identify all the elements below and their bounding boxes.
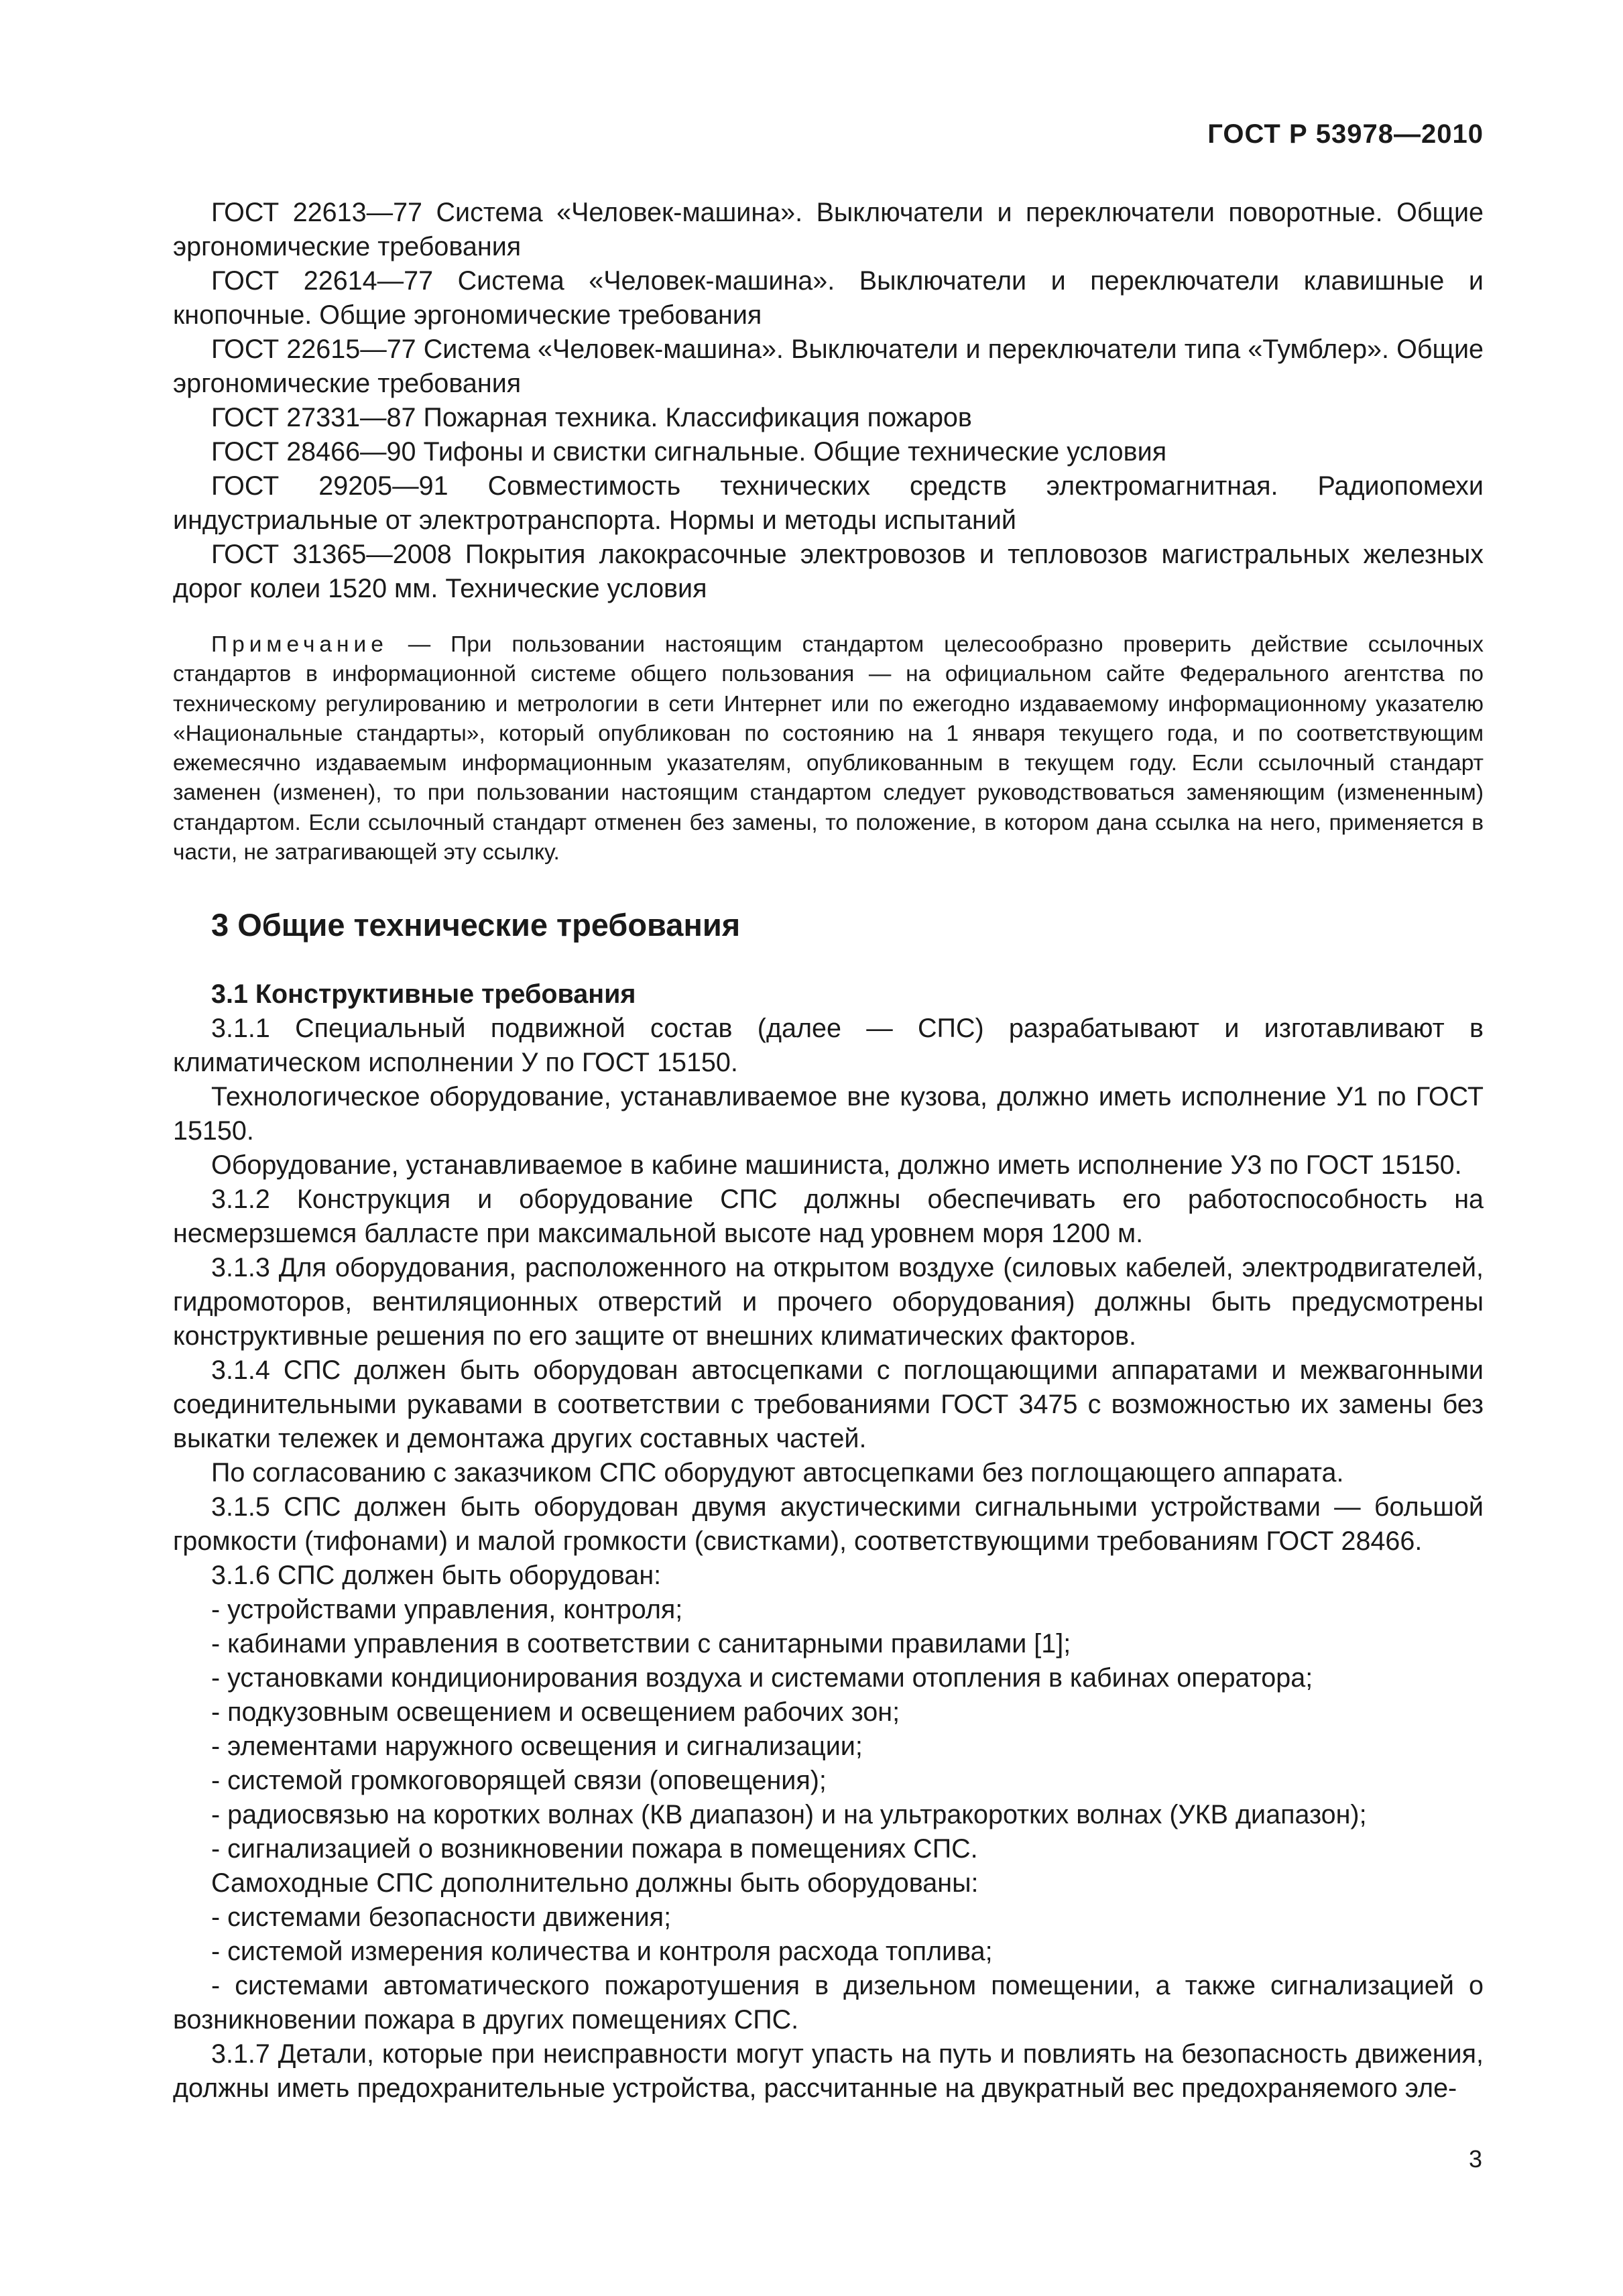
reference-item: ГОСТ 31365—2008 Покрытия лакокрасочные электровозов и тепловозов магистральных железных дорог колеи 1520 мм. Технические условия [173,540,1484,603]
reference-item: ГОСТ 22613—77 Система «Человек-машина». Выключатели и переключатели поворотные. Общие эргономические требования [173,198,1484,261]
clause-paragraph: По согласованию с заказчиком СПС оборудуют автосцепками без поглощающего аппарата. [211,1458,1344,1488]
reference-item: ГОСТ 22615—77 Система «Человек-машина». Выключатели и переключатели типа «Тумблер». Общие эргономические требования [173,335,1484,398]
subsection-title: 3.1 Конструктивные требования [211,979,636,1010]
section-title: 3 Общие технические требования [211,907,741,943]
self-propelled-list-item: - системами безопасности движения; [211,1902,672,1933]
document-header-code: ГОСТ Р 53978—2010 [1207,119,1484,149]
note-paragraph [173,630,1484,867]
clause-paragraph: Оборудование, устанавливаемое в кабине машиниста, должно иметь исполнение У3 по ГОСТ 15150. [211,1150,1462,1181]
clause-paragraph: 3.1.1 Специальный подвижной состав (далее — СПС) разрабатывают и изготавливают в климатическом исполнении У по ГОСТ 15150. [173,1014,1484,1078]
clause-paragraph: 3.1.4 СПС должен быть оборудован автосцепками с поглощающими аппаратами и межвагонными соединительными рукавами в соответствии с требованиями ГОСТ 3475 с возможностью их замены без выкатки тележек и демонтажа других составных частей. [173,1355,1484,1454]
reference-item: ГОСТ 28466—90 Тифоны и свистки сигнальные. Общие технические условия [211,437,1167,467]
equipment-list-item: - подкузовным освещением и освещением рабочих зон; [211,1697,900,1728]
reference-item: ГОСТ 22614—77 Система «Человек-машина». Выключатели и переключатели клавишные и кнопочные. Общие эргономические требования [173,266,1484,330]
equipment-list-item: - устройствами управления, контроля; [211,1595,683,1625]
clause-paragraph: 3.1.2 Конструкция и оборудование СПС должны обеспечивать его работоспособность на несмерзшемся балласте при максимальной высоте над уровнем моря 1200 м. [173,1185,1484,1249]
equipment-list-item: - установками кондиционирования воздуха и системами отопления в кабинах оператора; [211,1663,1313,1693]
self-propelled-intro: Самоходные СПС дополнительно должны быть оборудованы: [211,1868,979,1898]
note-text: — При пользовании настоящим стандартом целесообразно проверить действие ссылочных стандартов в информационной системе общего пользования — на официальном сайте Федерального агентства по техническому регулированию и метрологии в сети Интернет или по ежегодно издаваемому информационному указателю «Национальные стандарты», который опубликован по состоянию на 1 января текущего года, и по соответствующим ежемесячно издаваемым информационным указателям, опубликованным в текущем году. Если ссылочный стандарт заменен (изменен), то при пользовании настоящим стандартом следует руководствоваться заменяющим (измененным) стандартом. Если ссылочный стандарт отменен без замены, то положение, в котором дана ссылка на него, применяется в части, не затрагивающей эту ссылку. [173,632,1484,865]
equipment-list-item: - системой громкоговорящей связи (оповещения); [211,1766,827,1796]
document-body [173,196,1484,2106]
clause-paragraph: 3.1.7 Детали, которые при неисправности могут упасть на путь и повлиять на безопасность движения, должны иметь предохранительные устройства, рассчитанные на двукратный вес предохраняемого эле- [173,2039,1484,2104]
page-number: 3 [1468,2145,1482,2173]
note-label: Примечание [211,632,388,657]
reference-item: ГОСТ 29205—91 Совместимость технических средств электромагнитная. Радиопомехи индустриальные от электротранспорта. Нормы и методы испытаний [173,471,1484,535]
equipment-list-item: - кабинами управления в соответствии с санитарными правилами [1]; [211,1629,1071,1659]
self-propelled-list-item: - системами автоматического пожаротушения в дизельном помещении, а также сигнализацией о возникновении пожара в других помещениях СПС. [173,1971,1484,2035]
equipment-list-item: - элементами наружного освещения и сигнализации; [211,1732,863,1762]
self-propelled-list-item: - системой измерения количества и контроля расхода топлива; [211,1937,993,1967]
clause-paragraph: 3.1.6 СПС должен быть оборудован: [211,1561,662,1591]
equipment-list-item: - радиосвязью на коротких волнах (КВ диапазон) и на ультракоротких волнах (УКВ диапазон); [211,1800,1367,1830]
clause-paragraph: Технологическое оборудование, устанавливаемое вне кузова, должно иметь исполнение У1 по ГОСТ 15150. [173,1082,1484,1146]
clause-paragraph: 3.1.3 Для оборудования, расположенного на открытом воздухе (силовых кабелей, электродвигателей, гидромоторов, вентиляционных отверстий и прочего оборудования) должны быть предусмотрены конструктивные решения по его защите от внешних климатических факторов. [173,1253,1484,1351]
equipment-list-item: - сигнализацией о возникновении пожара в помещениях СПС. [211,1834,978,1864]
clause-paragraph: 3.1.5 СПС должен быть оборудован двумя акустическими сигнальными устройствами — большой громкости (тифонами) и малой громкости (свистками), соответствующими требованиям ГОСТ 28466. [173,1492,1484,1557]
reference-item: ГОСТ 27331—87 Пожарная техника. Классификация пожаров [211,403,972,432]
